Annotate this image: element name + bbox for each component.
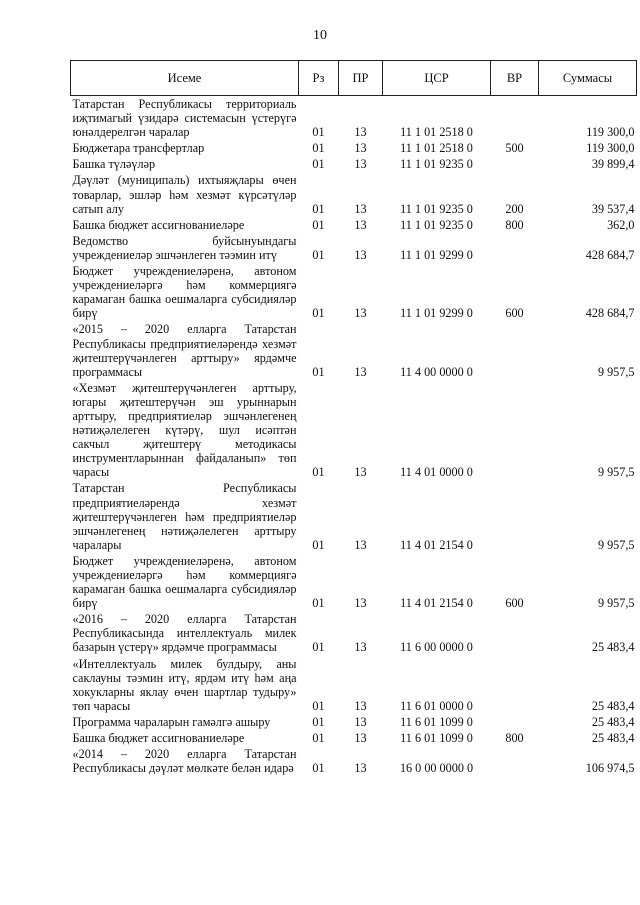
header-csr: ЦСР xyxy=(383,61,491,96)
cell-pr: 13 xyxy=(354,465,367,480)
cell-vr xyxy=(491,656,539,714)
cell-rz: 01 xyxy=(312,731,325,746)
table-row xyxy=(71,553,637,611)
header-vr: ВР xyxy=(491,61,539,96)
cell-pr: 13 xyxy=(354,201,367,216)
cell-vr: 200 xyxy=(505,201,524,216)
cell-vr xyxy=(491,746,539,776)
cell-name: Башка түләүләр xyxy=(72,157,156,172)
cell-sum: 119 300,0 xyxy=(586,125,635,140)
cell-sum: 428 684,7 xyxy=(585,247,635,262)
table-row xyxy=(71,746,637,776)
cell-csr: 11 6 01 1099 0 xyxy=(400,731,473,746)
cell-rz: 01 xyxy=(312,306,325,321)
table-row xyxy=(71,263,637,321)
table-row xyxy=(71,172,637,216)
cell-sum: 428 684,7 xyxy=(585,306,635,321)
cell-rz: 01 xyxy=(312,761,325,776)
table-row xyxy=(71,730,637,746)
cell-sum: 119 300,0 xyxy=(586,141,635,156)
cell-name: Бюджетара трансфертлар xyxy=(72,141,205,156)
table-body xyxy=(71,96,637,777)
cell-vr xyxy=(491,714,539,730)
cell-name: Ведомство буйсынуындагы учреждениеләр эшчәнлеген тәэмин итү xyxy=(72,233,297,262)
cell-csr: 11 4 00 0000 0 xyxy=(400,364,473,379)
cell-vr xyxy=(491,480,539,552)
cell-sum: 39 899,4 xyxy=(591,157,635,172)
cell-vr xyxy=(491,321,539,379)
cell-rz: 01 xyxy=(312,640,325,655)
cell-csr: 11 6 01 0000 0 xyxy=(400,698,473,713)
cell-pr: 13 xyxy=(354,217,367,232)
cell-sum: 9 957,5 xyxy=(597,364,635,379)
cell-vr: 600 xyxy=(505,306,524,321)
page-number: 10 xyxy=(313,28,327,43)
cell-name: Татарстан Республикасы территориаль иҗтимагый үзидарә системасын үстерүгә юнәлдерелгән чаралар xyxy=(72,97,297,140)
cell-sum: 9 957,5 xyxy=(597,596,635,611)
budget-table xyxy=(70,60,637,776)
table-row xyxy=(71,611,637,655)
cell-rz: 01 xyxy=(312,714,325,729)
header-name: Исеме xyxy=(71,61,299,96)
cell-sum: 9 957,5 xyxy=(597,537,635,552)
cell-name: Бюджет учреждениеләренә, автоном учреждениеләргә һәм коммерциягә карамаган башка оешмаларга субсидияләр бирү xyxy=(72,553,297,611)
cell-csr: 16 0 00 0000 0 xyxy=(399,761,474,776)
cell-rz: 01 xyxy=(312,201,325,216)
cell-pr: 13 xyxy=(354,640,367,655)
cell-pr: 13 xyxy=(354,761,367,776)
cell-name: Башка бюджет ассигнованиеләре xyxy=(72,217,245,232)
table-row xyxy=(71,480,637,552)
cell-vr: 800 xyxy=(505,217,524,232)
cell-pr: 13 xyxy=(354,125,367,140)
table-row xyxy=(71,321,637,379)
table-row xyxy=(71,96,637,141)
cell-sum: 106 974,5 xyxy=(585,761,635,776)
cell-sum: 25 483,4 xyxy=(591,640,635,655)
cell-csr: 11 6 00 0000 0 xyxy=(400,640,473,655)
cell-vr: 600 xyxy=(505,596,524,611)
table-row xyxy=(71,233,637,263)
cell-rz: 01 xyxy=(312,141,325,156)
cell-name: «Интеллектуаль милек булдыру, аны саклауны тәэмин итү, ярдәм итү һәм аңа хокукларны яклау өчен шартлар тудыру» төп чарасы xyxy=(72,656,297,713)
cell-name: «2015 – 2020 елларга Татарстан Республикасы предприятиеләрендә хезмәт җитештерүчәнлеген арттыру» ярдәмче программасы xyxy=(72,322,297,379)
cell-pr: 13 xyxy=(354,714,367,729)
cell-rz: 01 xyxy=(312,364,325,379)
cell-name: Дәүләт (муниципаль) ихтыяҗлары өчен товарлар, эшләр һәм хезмәт күрсәтүләр сатып алу xyxy=(72,173,297,216)
cell-name: «Хезмәт җитештерүчәнлеген арттыру, югары җитештерүчән эш урыннарын арттыру, предприятиеләр эшчәнлегенең нәтиҗәлелеген күтәрү, шул исәптән сакчыл җитештерү методикасы инструментларыннан файдаланып» төп чарасы xyxy=(72,380,297,480)
cell-vr xyxy=(491,233,539,263)
header-sum: Суммасы xyxy=(539,61,637,96)
cell-name: «2016 – 2020 елларга Татарстан Республикасында интеллектуаль милек базарын үстерү» ярдәмче программасы xyxy=(72,612,297,655)
cell-csr: 11 1 01 2518 0 xyxy=(400,125,473,140)
table-row xyxy=(71,380,637,481)
cell-pr: 13 xyxy=(354,157,367,172)
cell-vr: 500 xyxy=(505,141,524,156)
cell-rz: 01 xyxy=(312,247,325,262)
cell-name: Программа чараларын гамәлгә ашыру xyxy=(72,714,271,729)
table-row xyxy=(71,156,637,172)
cell-csr: 11 1 01 9299 0 xyxy=(400,247,473,262)
cell-sum: 25 483,4 xyxy=(591,731,635,746)
cell-vr xyxy=(491,156,539,172)
header-pr: ПР xyxy=(339,61,383,96)
cell-csr: 11 1 01 9235 0 xyxy=(400,157,473,172)
cell-rz: 01 xyxy=(312,217,325,232)
cell-csr: 11 1 01 2518 0 xyxy=(400,141,473,156)
cell-sum: 25 483,4 xyxy=(591,698,635,713)
cell-rz: 01 xyxy=(312,596,325,611)
cell-name: Башка бюджет ассигнованиеләре xyxy=(72,731,245,746)
cell-rz: 01 xyxy=(312,125,325,140)
cell-rz: 01 xyxy=(312,465,325,480)
table-row xyxy=(71,140,637,156)
cell-vr xyxy=(491,96,539,141)
cell-pr: 13 xyxy=(354,596,367,611)
cell-vr xyxy=(491,380,539,481)
table-header-row xyxy=(71,61,637,96)
cell-sum: 362,0 xyxy=(607,217,635,232)
table-row xyxy=(71,714,637,730)
table-row xyxy=(71,217,637,233)
cell-csr: 11 4 01 2154 0 xyxy=(400,537,473,552)
cell-vr: 800 xyxy=(505,731,524,746)
cell-csr: 11 1 01 9235 0 xyxy=(400,201,473,216)
cell-sum: 9 957,5 xyxy=(597,465,635,480)
cell-pr: 13 xyxy=(354,247,367,262)
cell-csr: 11 4 01 0000 0 xyxy=(400,465,473,480)
cell-pr: 13 xyxy=(354,364,367,379)
cell-pr: 13 xyxy=(354,537,367,552)
cell-csr: 11 1 01 9299 0 xyxy=(400,306,473,321)
table-row xyxy=(71,656,637,714)
cell-name: «2014 – 2020 елларга Татарстан Республикасы дәүләт мөлкәте белән идарә xyxy=(72,747,297,776)
cell-name: Татарстан Республикасы предприятиеләрендә хезмәт җитештерүчәнлеген һәм предприятиеләр эшчәнлегенең нәтиҗәлелеген арттыру чаралары xyxy=(72,481,297,552)
cell-csr: 11 6 01 1099 0 xyxy=(400,714,473,729)
cell-rz: 01 xyxy=(312,537,325,552)
cell-rz: 01 xyxy=(312,157,325,172)
cell-sum: 25 483,4 xyxy=(591,714,635,729)
cell-pr: 13 xyxy=(354,698,367,713)
header-rz: Рз xyxy=(299,61,339,96)
cell-vr xyxy=(491,611,539,655)
cell-pr: 13 xyxy=(354,306,367,321)
cell-name: Бюджет учреждениеләренә, автоном учреждениеләргә һәм коммерциягә карамаган башка оешмаларга субсидияләр бирү xyxy=(72,264,297,321)
cell-csr: 11 1 01 9235 0 xyxy=(400,217,473,232)
cell-pr: 13 xyxy=(354,141,367,156)
cell-sum: 39 537,4 xyxy=(591,201,635,216)
cell-pr: 13 xyxy=(354,731,367,746)
cell-rz: 01 xyxy=(312,698,325,713)
cell-csr: 11 4 01 2154 0 xyxy=(400,596,473,611)
